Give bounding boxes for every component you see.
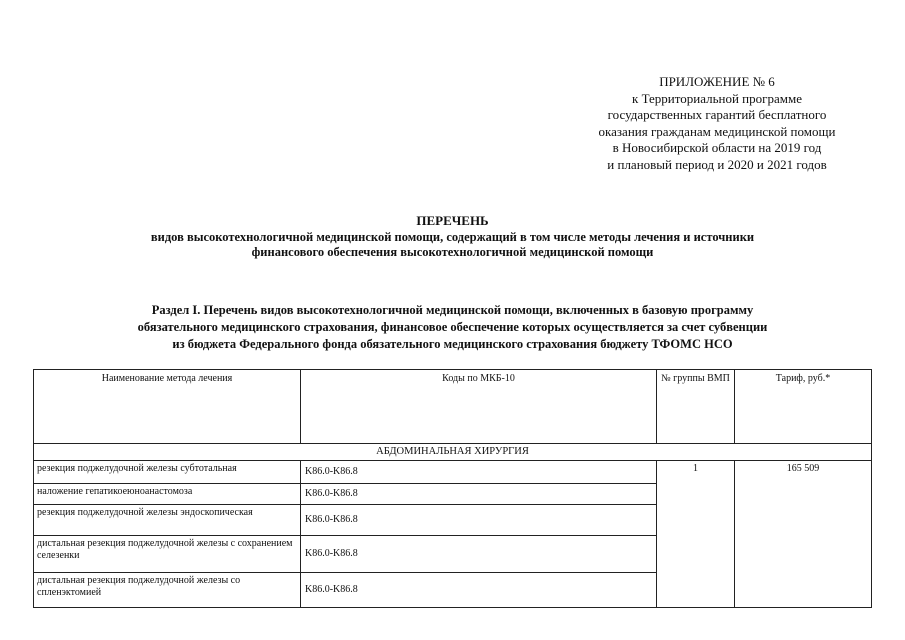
- category-row: [34, 444, 872, 461]
- method-cell: наложение гепатикоеюноанастомоза: [34, 484, 301, 505]
- section-line: обязательного медицинского страхования, финансовое обеспечение которых осуществляется за счет субвенции: [137, 320, 768, 334]
- table-header-row: [34, 370, 872, 444]
- document-title: [0, 213, 905, 261]
- appendix-line: и плановый период и 2020 и 2021 годов: [607, 156, 827, 172]
- appendix-header: [567, 74, 867, 173]
- header-codes: Коды по МКБ-10: [301, 370, 657, 444]
- appendix-line: к Территориальной программе: [632, 90, 802, 106]
- title-line: видов высокотехнологичной медицинской помощи, содержащий в том числе методы лечения и источники: [150, 229, 755, 244]
- code-cell: K86.0-K86.8: [301, 573, 657, 608]
- code-cell: K86.0-K86.8: [301, 505, 657, 536]
- code-cell: K86.0-K86.8: [301, 484, 657, 505]
- appendix-line: ПРИЛОЖЕНИЕ № 6: [659, 74, 775, 89]
- title-line: финансового обеспечения высокотехнологичной медицинской помощи: [251, 245, 654, 259]
- header-method: Наименование метода лечения: [34, 370, 301, 444]
- group-cell: 1: [657, 461, 735, 608]
- vmp-table: [33, 369, 872, 608]
- appendix-line: оказания гражданам медицинской помощи: [598, 123, 836, 139]
- table-row: [34, 461, 872, 484]
- header-tariff: Тариф, руб.*: [735, 370, 872, 444]
- method-cell: дистальная резекция поджелудочной железы с сохранением селезенки: [34, 536, 301, 573]
- appendix-line: государственных гарантий бесплатного: [607, 107, 827, 122]
- code-cell: K86.0-K86.8: [301, 461, 657, 484]
- section-line: Раздел I. Перечень видов высокотехнологичной медицинской помощи, включенных в базовую программу: [151, 303, 754, 317]
- method-cell: дистальная резекция поджелудочной железы со спленэктомией: [34, 573, 301, 608]
- category-label: АБДОМИНАЛЬНАЯ ХИРУРГИЯ: [34, 444, 872, 461]
- code-cell: K86.0-K86.8: [301, 536, 657, 573]
- title-main: ПЕРЕЧЕНЬ: [416, 213, 489, 228]
- tariff-cell: 165 509: [735, 461, 872, 608]
- section-heading: [0, 302, 905, 353]
- method-cell: резекция поджелудочной железы эндоскопическая: [34, 505, 301, 536]
- appendix-line: в Новосибирской области на 2019 год: [612, 140, 822, 155]
- header-group: № группы ВМП: [657, 370, 735, 444]
- section-line: из бюджета Федерального фонда обязательного медицинского страхования бюджету ТФОМС НСО: [172, 337, 733, 351]
- method-cell: резекция поджелудочной железы субтотальная: [34, 461, 301, 484]
